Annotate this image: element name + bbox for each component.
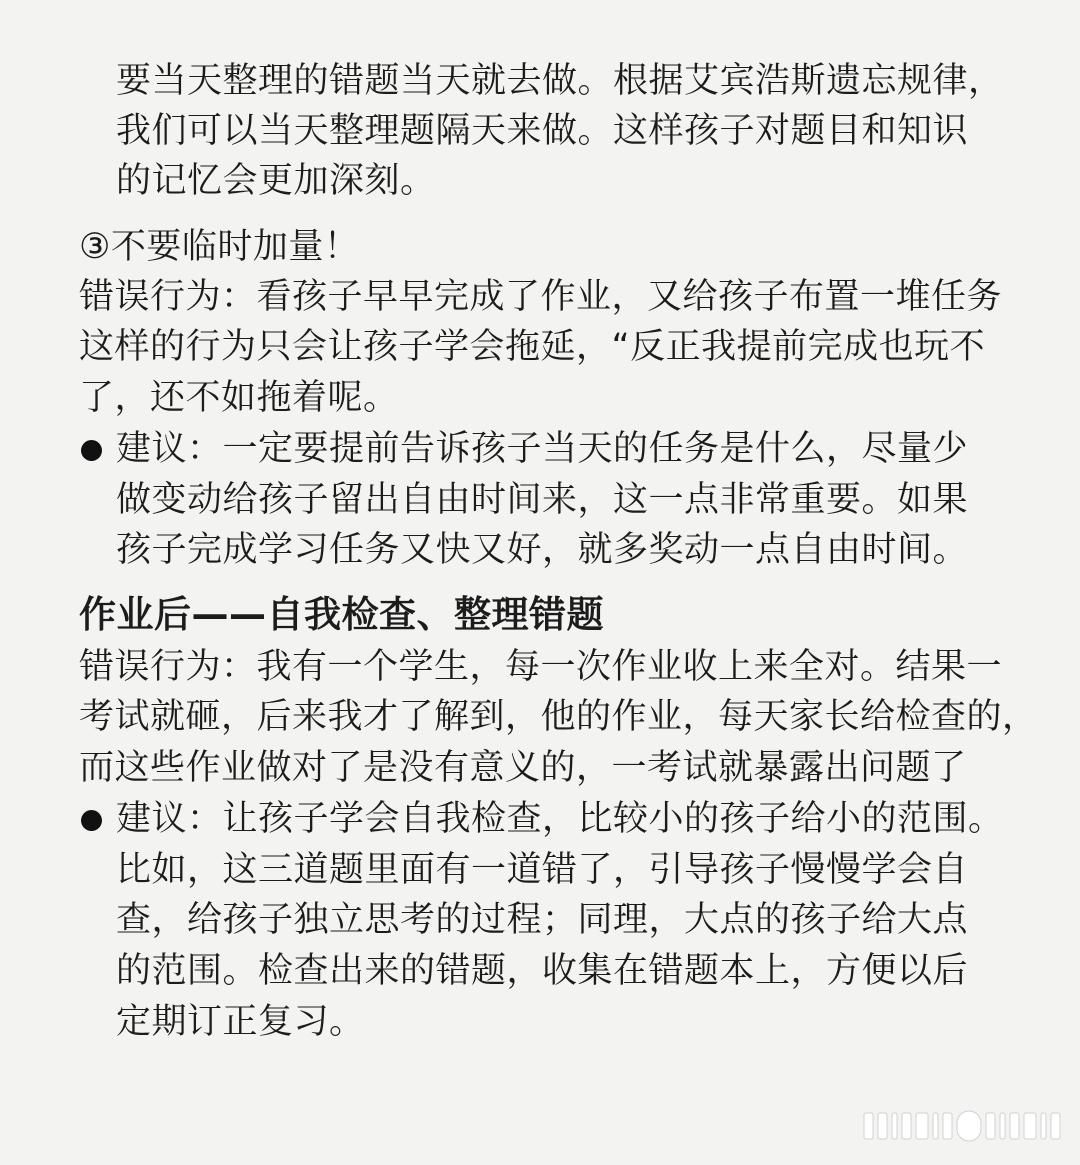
suggestion-line: 孩子完成学习任务又快又好，就多奖动一点自由时间。 [116,530,969,570]
barcode-watermark-icon [862,1109,1062,1143]
bullet-icon [81,440,102,461]
wrong-behavior-line: 了，还不如拖着呢。 [79,378,399,418]
wrong-behavior-line: 考试就砸，后来我才了解到，他的作业，每天家长给检查的， [79,697,1038,737]
suggestion-line: 定期订正复习。 [116,1002,365,1042]
section-heading: 作业后——自我检查、整理错题 [79,593,604,636]
paragraph-line: 要当天整理的错题当天就去做。根据艾宾浩斯遗忘规律， [116,61,1004,101]
wrong-behavior-line: 而这些作业做对了是没有意义的，一考试就暴露出问题了 [79,748,967,788]
wrong-behavior-line: 错误行为：我有一个学生，每一次作业收上来全对。结果一 [79,647,1003,687]
suggestion-line: 建议：一定要提前告诉孩子当天的任务是什么，尽量少 [116,429,969,469]
paragraph-line: 的记忆会更加深刻。 [116,161,436,201]
wrong-behavior-line: 这样的行为只会让孩子学会拖延，“反正我提前完成也玩不 [79,327,986,367]
bullet-icon [81,810,102,831]
section-title: ③不要临时加量！ [79,227,360,267]
suggestion-line: 建议：让孩子学会自我检查，比较小的孩子给小的范围。 [116,799,1004,839]
suggestion-line: 比如，这三道题里面有一道错了，引导孩子慢慢学会自 [116,850,969,890]
suggestion-line: 做变动给孩子留出自由时间来，这一点非常重要。如果 [116,480,969,520]
paragraph-line: 我们可以当天整理题隔天来做。这样孩子对题目和知识 [116,111,969,151]
suggestion-line: 的范围。检查出来的错题，收集在错题本上，方便以后 [116,951,969,991]
wrong-behavior-line: 错误行为：看孩子早早完成了作业，又给孩子布置一堆任务 [79,277,1003,317]
suggestion-line: 查，给孩子独立思考的过程；同理，大点的孩子给大点 [116,900,969,940]
